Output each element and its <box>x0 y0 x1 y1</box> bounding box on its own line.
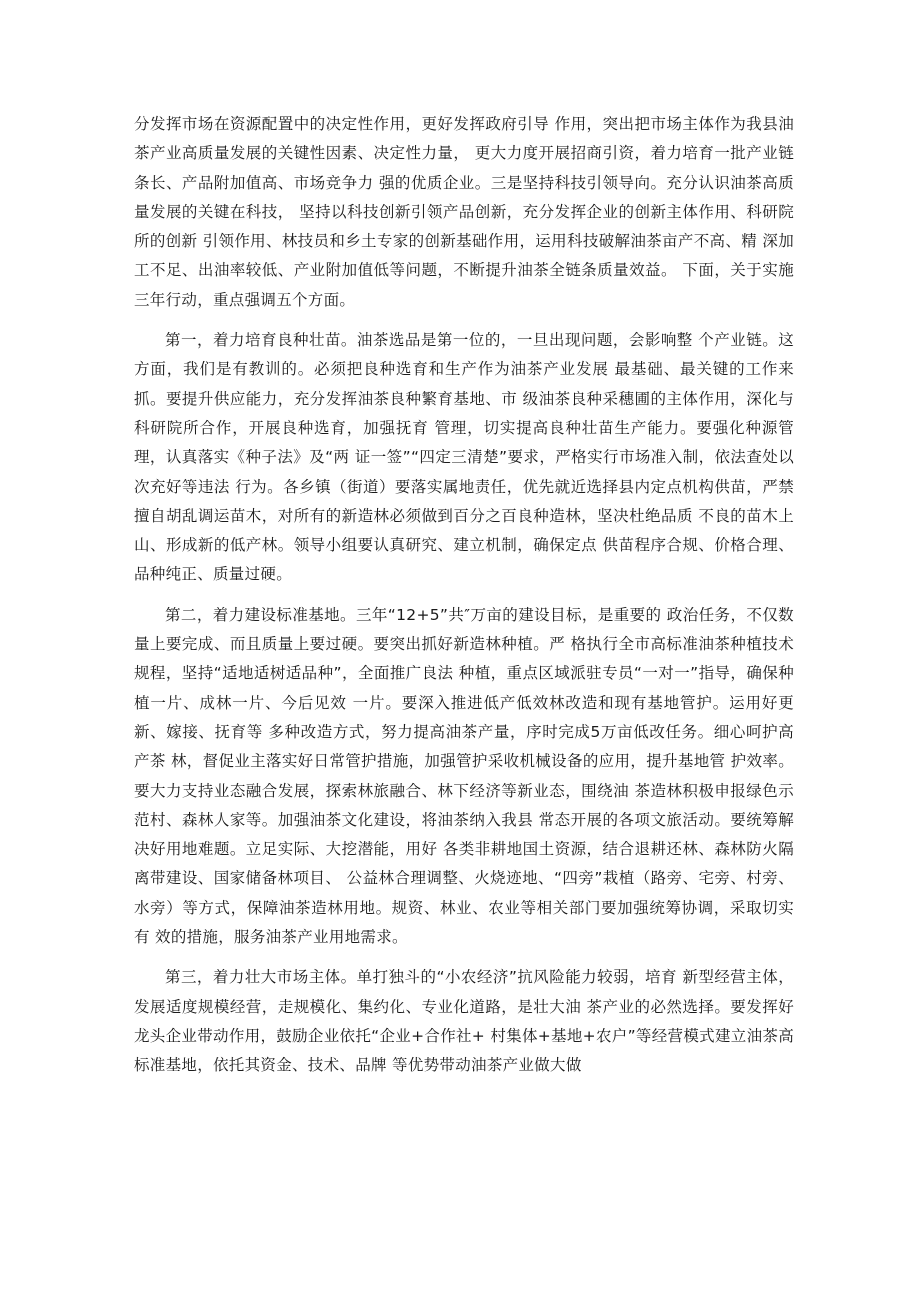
paragraph-2: 第一，着力培育良种壮苗。油茶选品是第一位的，一旦出现问题，会影响整 个产业链。这方面，我们是有教训的。必须把良种选育和生产作为油茶产业发展 最基础、最关键的工作来抓。要提升供应能力，充分发挥油茶良种繁育基地、市 级油茶良种采穗圃的主体作用，深化与科研院所合作，开展良种选育，加强抚育 管理，切实提高良种壮苗生产能力。要强化种源管理，认真落实《种子法》及“两 证一签”“四定三清楚”要求，严格实行市场准入制，依法查处以次充好等违法 行为。各乡镇（街道）要落实属地责任，优先就近选择县内定点机构供苗，严禁 擅自胡乱调运苗木，对所有的新造林必须做到百分之百良种造林，坚决杜绝品质 不良的苗木上山、形成新的低产林。领导小组要认真研究、建立机制，确保定点 供苗程序合规、价格合理、品种纯正、质量过硬。 <box>134 331 794 584</box>
document-page <box>134 110 794 1092</box>
paragraph-3: 第二，着力建设标准基地。三年“12+5”共″万亩的建设目标，是重要的 政治任务，不仅数量上要完成、而且质量上要过硬。要突出抓好新造林种植。严 格执行全市高标准油茶种植技术规程，坚持“适地适树适品种”，全面推广良法 种植，重点区域派驻专员“一对一”指导，确保种植一片、成林一片、今后见效 一片。要深入推进低产低效林改造和现有基地管护。运用好更新、嫁接、抚育等 多种改造方式，努力提高油茶产量，序时完成5万亩低改任务。细心呵护高产茶 林，督促业主落实好日常管护措施，加强管护采收机械设备的应用，提升基地管 护效率。要大力支持业态融合发展，探索林旅融合、林下经济等新业态，围绕油 茶造林积极申报绿色示范村、森林人家等。加强油茶文化建设，将油茶纳入我县 常态开展的各项文旅活动。要统筹解决好用地难题。立足实际、大挖潜能，用好 各类非耕地国土资源，结合退耕还林、森林防火隔离带建设、国家储备林项目、 公益林合理调整、火烧迹地、“四旁”栽植（路旁、宅旁、村旁、水旁）等方式，保障油茶造林用地。规资、林业、农业等相关部门要加强统筹协调，采取切实有 效的措施，服务油茶产业用地需求。 <box>134 605 794 947</box>
paragraph-1: 分发挥市场在资源配置中的决定性作用，更好发挥政府引导 作用，突出把市场主体作为我县油茶产业高质量发展的关键性因素、决定性力量， 更大力度开展招商引资，着力培育一批产业链条长、产品附加值高、市场竞争力 强的优质企业。三是坚持科技引领导向。充分认识油茶高质量发展的关键在科技， 坚持以科技创新引领产品创新，充分发挥企业的创新主体作用、科研院所的创新 引领作用、林技员和乡土专家的创新基础作用，运用科技破解油茶亩产不高、精 深加工不足、出油率较低、产业附加值低等问题，不断提升油茶全链条质量效益。 下面，关于实施三年行动，重点强调五个方面。 <box>134 115 794 309</box>
paragraph-4: 第三，着力壮大市场主体。单打独斗的“小农经济”抗风险能力较弱，培育 新型经营主体，发展适度规模经营，走规模化、集约化、专业化道路，是壮大油 茶产业的必然选择。要发挥好龙头企业带动作用，鼓励企业依托“企业+合作社+ 村集体+基地+农户”等经营模式建立油茶高标准基地，依托其资金、技术、品牌 等优势带动油茶产业做大做 <box>134 968 794 1075</box>
